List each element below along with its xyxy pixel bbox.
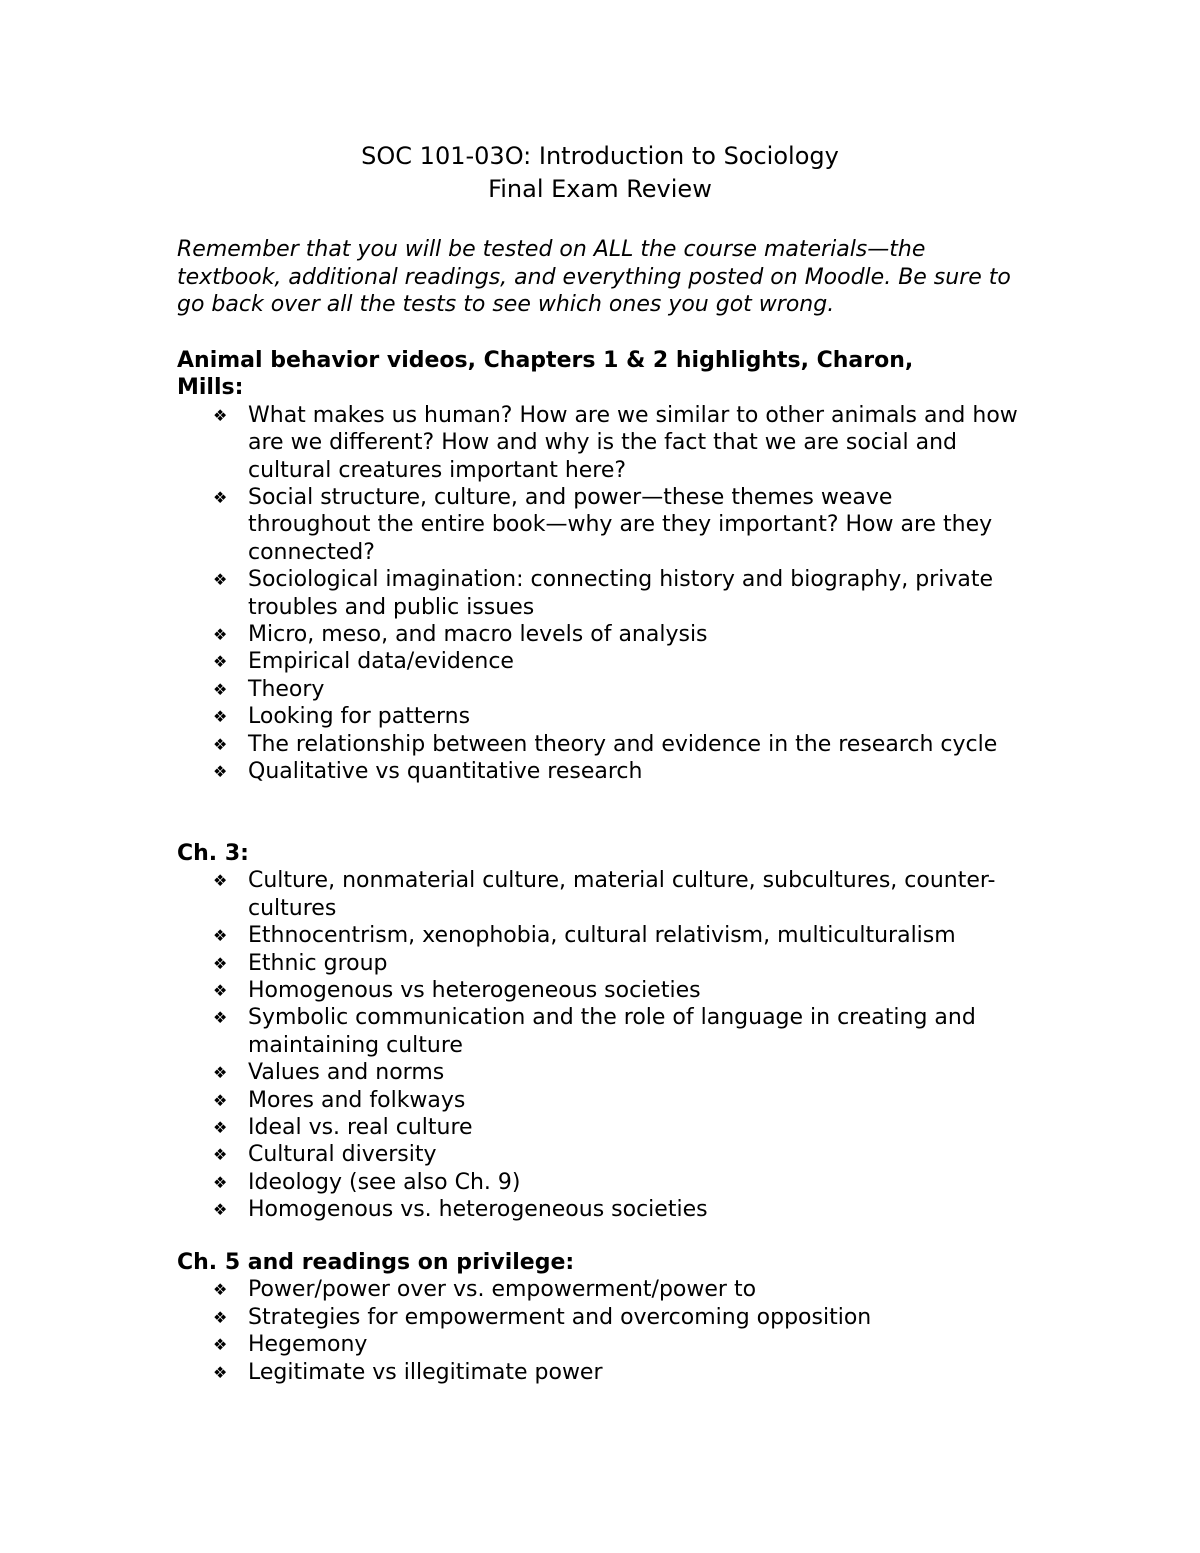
list-item [177, 1359, 1018, 1386]
section-chapter-5-privilege [177, 1249, 1057, 1386]
list-item-text: Micro, meso, and macro levels of analysis [248, 622, 708, 648]
diamond-bullet-icon: ❖ [213, 625, 228, 645]
section-heading: Ch. 3: [177, 841, 249, 866]
list-item [177, 402, 1018, 484]
diamond-bullet-icon: ❖ [213, 1307, 228, 1327]
section-chapters-1-2 [177, 347, 1057, 786]
list-item [177, 922, 1018, 949]
list-item [177, 867, 1018, 922]
bullet-list [177, 402, 1057, 786]
list-item [177, 758, 1018, 785]
list-item [177, 703, 1018, 730]
diamond-bullet-icon: ❖ [213, 762, 228, 782]
diamond-bullet-icon: ❖ [213, 981, 228, 1001]
list-item-text: What makes us human? How are we similar to other animals and how are we different? How and why is the fact that we are social and cultural creatures important here? [248, 402, 1018, 483]
diamond-bullet-icon: ❖ [213, 1118, 228, 1138]
list-item [177, 1059, 1018, 1086]
list-item-text: The relationship between theory and evidence in the research cycle [248, 731, 998, 757]
list-item [177, 950, 1018, 977]
list-item [177, 566, 1018, 621]
list-item [177, 1141, 1018, 1168]
list-item-text: Sociological imagination: connecting history and biography, private troubles and public issues [248, 567, 993, 620]
list-item-text: Hegemony [248, 1332, 368, 1358]
list-item-text: Homogenous vs. heterogeneous societies [248, 1197, 708, 1223]
diamond-bullet-icon: ❖ [213, 1200, 228, 1220]
list-item-text: Ideal vs. real culture [248, 1115, 473, 1141]
list-item-text: Empirical data/evidence [248, 649, 514, 675]
list-item-text: Legitimate vs illegitimate power [248, 1359, 603, 1385]
diamond-bullet-icon: ❖ [213, 405, 228, 425]
diamond-bullet-icon: ❖ [213, 1172, 228, 1192]
list-item [177, 1276, 1018, 1303]
list-item-text: Qualitative vs quantitative research [248, 759, 643, 785]
intro-paragraph: Remember that you will be tested on ALL the course materials—the textbook, additional readings, and everything posted on Moodle. Be sure to go back over all the tests to see which ones you got wrong. [177, 237, 1011, 317]
diamond-bullet-icon: ❖ [213, 707, 228, 727]
list-item-text: Ethnocentrism, xenophobia, cultural relativism, multiculturalism [248, 923, 956, 949]
diamond-bullet-icon: ❖ [213, 953, 228, 973]
section-heading: Animal behavior videos, Chapters 1 & 2 highlights, Charon, Mills: [177, 348, 914, 401]
list-item [177, 1087, 1018, 1114]
list-item-text: Homogenous vs heterogeneous societies [248, 978, 701, 1004]
section-heading: Ch. 5 and readings on privilege: [177, 1250, 575, 1275]
diamond-bullet-icon: ❖ [213, 1063, 228, 1083]
diamond-bullet-icon: ❖ [213, 1008, 228, 1028]
diamond-bullet-icon: ❖ [213, 1145, 228, 1165]
list-item-text: Social structure, culture, and power—these themes weave throughout the entire book—why are they important? How are they connected? [248, 485, 993, 565]
list-item [177, 1304, 1018, 1331]
list-item [177, 1169, 1018, 1196]
diamond-bullet-icon: ❖ [213, 871, 228, 891]
diamond-bullet-icon: ❖ [213, 926, 228, 946]
list-item-text: Values and norms [248, 1060, 445, 1086]
diamond-bullet-icon: ❖ [213, 1090, 228, 1110]
list-item [177, 977, 1018, 1004]
section-chapter-3 [177, 840, 1057, 1224]
list-item-text: Cultural diversity [248, 1142, 437, 1168]
diamond-bullet-icon: ❖ [213, 679, 228, 699]
list-item [177, 1004, 1018, 1059]
diamond-bullet-icon: ❖ [213, 1280, 228, 1300]
diamond-bullet-icon: ❖ [213, 488, 228, 508]
diamond-bullet-icon: ❖ [213, 652, 228, 672]
list-item [177, 484, 1018, 566]
list-item [177, 1196, 1018, 1223]
title-block [0, 140, 1200, 206]
list-item-text: Mores and folkways [248, 1087, 466, 1113]
list-item-text: Strategies for empowerment and overcoming opposition [248, 1304, 872, 1330]
list-item [177, 1331, 1018, 1358]
bullet-list [177, 867, 1057, 1223]
bullet-list [177, 1276, 1057, 1386]
diamond-bullet-icon: ❖ [213, 1335, 228, 1355]
list-item-text: Power/power over vs. empowerment/power to [248, 1277, 757, 1303]
diamond-bullet-icon: ❖ [213, 1362, 228, 1382]
page-title: SOC 101-03O: Introduction to Sociology [361, 142, 839, 170]
list-item-text: Looking for patterns [248, 704, 471, 730]
list-item [177, 676, 1018, 703]
list-item [177, 648, 1018, 675]
list-item-text: Culture, nonmaterial culture, material culture, subcultures, counter-cultures [248, 868, 996, 921]
diamond-bullet-icon: ❖ [213, 570, 228, 590]
list-item-text: Ideology (see also Ch. 9) [248, 1169, 521, 1195]
list-item-text: Symbolic communication and the role of language in creating and maintaining culture [248, 1005, 976, 1058]
diamond-bullet-icon: ❖ [213, 734, 228, 754]
list-item [177, 731, 1018, 758]
list-item-text: Ethnic group [248, 950, 388, 976]
page-subtitle: Final Exam Review [488, 175, 712, 203]
list-item-text: Theory [248, 676, 325, 702]
list-item [177, 1114, 1018, 1141]
list-item [177, 621, 1018, 648]
